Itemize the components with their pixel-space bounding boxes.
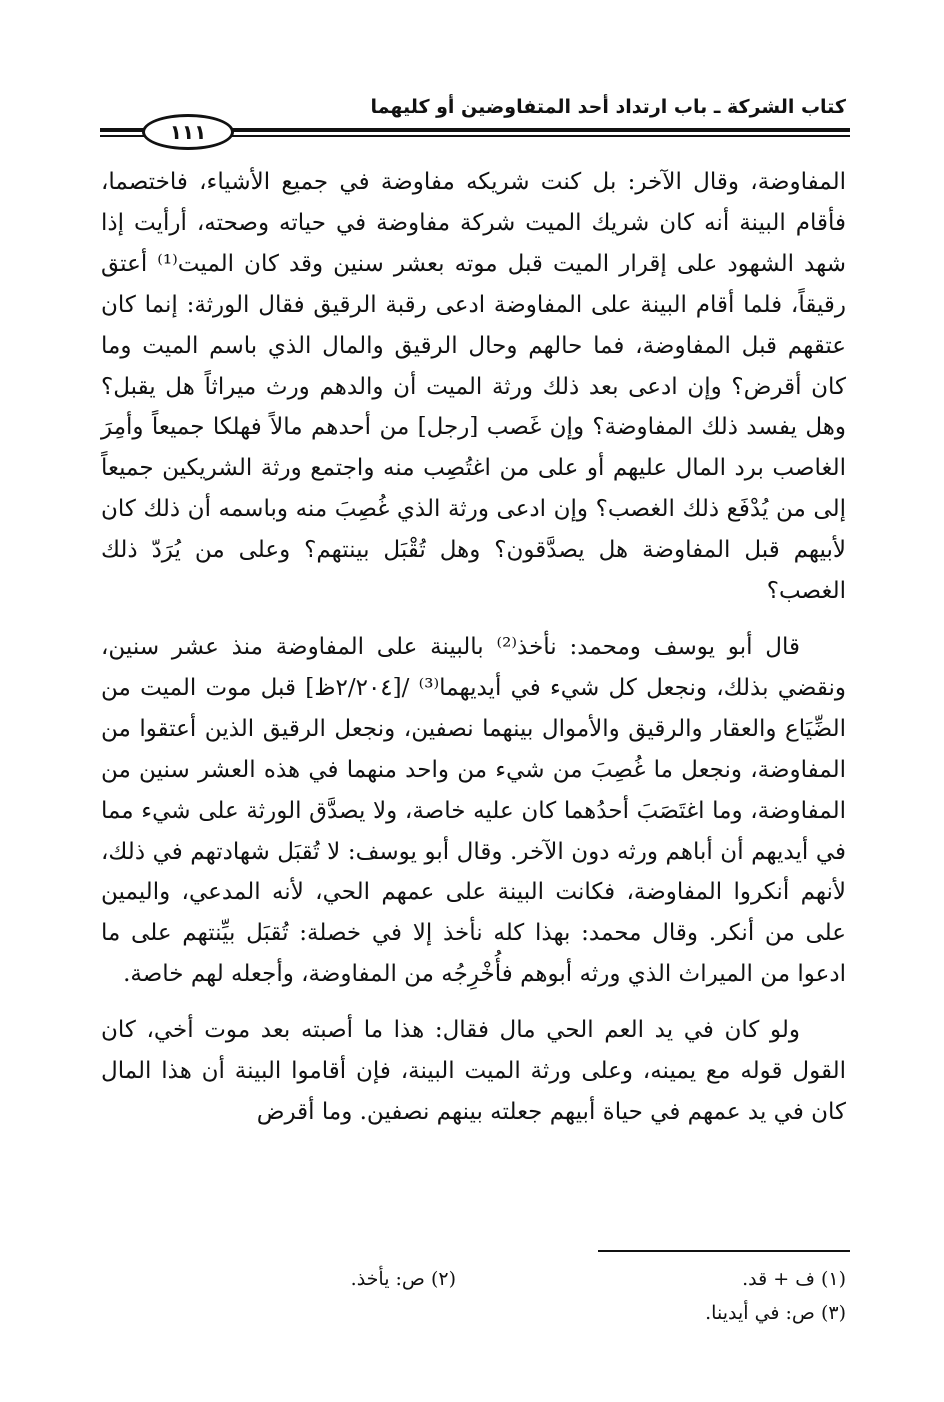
footnote-3: (٣) ص: في أيدينا. [705,1302,846,1324]
body-text [101,162,846,1133]
paragraph-1: المفاوضة، وقال الآخر: بل كنت شريكه مفاوضة في جميع الأشياء، فاختصما، فأقام البينة أنه كان شريك الميت شركة مفاوضة في حياته وصحته، أرأيت إذا شهد الشهود على إقرار الميت قبل موته بعشر سنين وقد كان الميت⁽¹⁾ أعتق رقيقاً، فلما أقام البينة على المفاوضة ادعى رقبة الرقيق فقال الورثة: إنما كان عتقهم قبل المفاوضة، فما حالهم وحال الرقيق والمال الذي باسم الميت وما كان أقرض؟ وإن ادعى بعد ذلك ورثة الميت أن والدهم ورث ميراثاً هل يقبل؟ وهل يفسد ذلك المفاوضة؟ وإن غَصب [رجل] من أحدهم مالاً فهلكا جميعاً وأمِرَ الغاصب برد المال عليهم أو على من اغتُصِب منه واجتمع ورثة الشريكين جميعاً إلى من يُدْفَع ذلك الغصب؟ وإن ادعى ورثة الذي غُصِبَ منه وباسمه أن ذلك كان لأبيهم قبل المفاوضة هل يصدَّقون؟ وهل تُقْبَل بينتهم؟ وعلى من يُرَدّ ذلك الغصب؟ [101,169,846,605]
footnote-separator [598,1250,850,1252]
page-number: ١١١ [142,114,234,150]
footnote-1: (١) ف + قد. [742,1268,846,1290]
footnotes [101,1262,846,1330]
footnote-2: (٢) ص: يأخذ. [350,1268,456,1290]
footnote-row [101,1262,846,1296]
footnote-row [101,1296,846,1330]
paragraph-3: ولو كان في يد العم الحي مال فقال: هذا ما أصبته بعد موت أخي، كان القول قوله مع يمينه، وعلى ورثة الميت البينة، فإن أقاموا البينة أن هذا المال كان في يد عمهم في حياة أبيهم جعلته بينهم نصفين. وما أقرض [101,1017,846,1125]
paragraph-2: قال أبو يوسف ومحمد: نأخذ⁽²⁾ بالبينة على المفاوضة منذ عشر سنين، ونقضي بذلك، ونجعل كل شيء في أيديهما⁽³⁾ /[٢/٢٠٤ظ] قبل موت الميت من الضِّيَاع والعقار والرقيق والأموال بينهما نصفين، ونجعل الرقيق الذين أعتقوا من المفاوضة، ونجعل ما غُصِبَ من شيء من واحد منهما في هذه العشر سنين من المفاوضة، وما اغتَصَبَ أحدُهما كان عليه خاصة، ولا يصدَّق الورثة على شيء مما في أيديهم أن أباهم ورثه دون الآخر. وقال أبو يوسف: لا تُقبَل شهادتهم في ذلك، لأنهم أنكروا المفاوضة، فكانت البينة على عمهم الحي، لأنه المدعي، واليمين على من أنكر. وقال محمد: بهذا كله نأخذ إلا في خصلة: تُقبَل بيِّنتهم على ما ادعوا من الميراث الذي ورثه أبوهم فأُخْرِجُه من المفاوضة، وأجعله لهم خاصة. [101,633,847,988]
running-header-title: كتاب الشركة ـ باب ارتداد أحد المتفاوضين أو كليهما [370,96,846,118]
